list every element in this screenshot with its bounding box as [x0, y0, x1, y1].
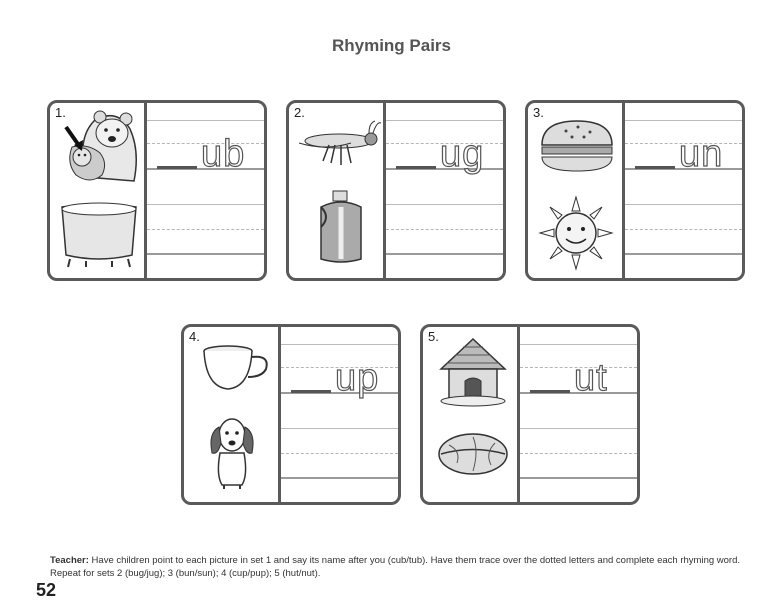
- answer-blank: [291, 390, 331, 393]
- answer-blank: [530, 390, 570, 393]
- answer-blank: [157, 166, 197, 169]
- pup-picture: [202, 413, 262, 493]
- rhyme-card-3: [525, 100, 745, 281]
- bug-picture: [295, 117, 383, 177]
- nut-picture: [433, 427, 513, 481]
- set-number: 1.: [55, 105, 66, 120]
- rhyme-card-4: [181, 324, 401, 505]
- rhyme-card-2: [286, 100, 506, 281]
- set-number: 2.: [294, 105, 305, 120]
- teacher-note-label: Teacher:: [50, 555, 89, 566]
- worksheet-title: Rhyming Pairs: [331, 36, 452, 55]
- jug-picture: [311, 187, 371, 267]
- set-number: 5.: [428, 329, 439, 344]
- writing-area: [520, 327, 637, 502]
- picture-column: [528, 103, 625, 278]
- hut-picture: [435, 335, 511, 411]
- sun-picture: [536, 193, 616, 273]
- answer-blank: [396, 166, 436, 169]
- traced-word-ending: ut: [574, 357, 608, 399]
- set-number: 3.: [533, 105, 544, 120]
- bathtub-picture: [56, 199, 142, 271]
- teacher-note-text: Have children point to each picture in set 1 and say its name after you (cub/tub). Have them trace over the dotted letters and complete each rhyming word. Repeat for sets 2 (bug/jug); 3 (bun/sun); 4 (cup/pup); 5 (hut/nut).: [50, 555, 741, 579]
- bun-picture: [536, 115, 618, 177]
- page-number: 52: [36, 580, 57, 600]
- teacher-note: [50, 554, 760, 580]
- writing-area: [281, 327, 398, 502]
- rhyme-card-5: [420, 324, 640, 505]
- cup-picture: [198, 343, 274, 395]
- answer-blank: [635, 166, 675, 169]
- writing-area: [625, 103, 742, 278]
- picture-column: [184, 327, 281, 502]
- traced-word-ending: ub: [201, 133, 246, 175]
- traced-word-ending: up: [335, 357, 380, 399]
- traced-word-ending: ug: [440, 133, 485, 175]
- set-number: 4.: [189, 329, 200, 344]
- traced-word-ending: un: [679, 133, 724, 175]
- writing-area: [147, 103, 264, 278]
- writing-area: [386, 103, 503, 278]
- bear-and-cub-picture: [56, 107, 142, 185]
- picture-column: [423, 327, 520, 502]
- rhyme-card-1: [47, 100, 267, 281]
- picture-column: [289, 103, 386, 278]
- picture-column: [50, 103, 147, 278]
